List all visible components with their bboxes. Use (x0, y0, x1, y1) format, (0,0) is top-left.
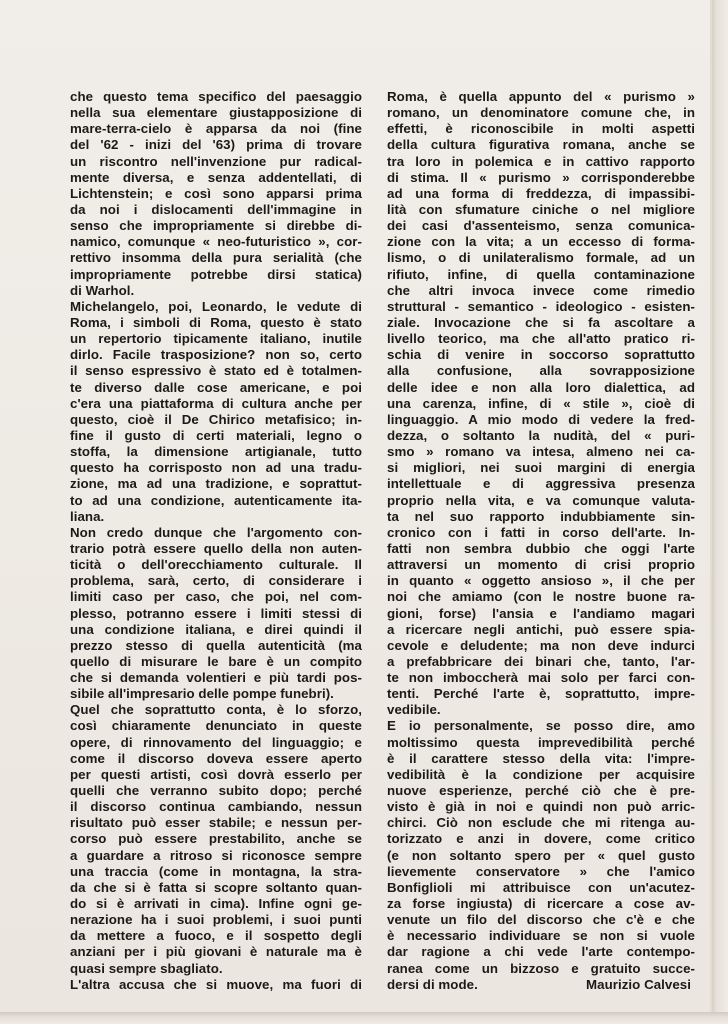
text-line: un riscontro nell'invenzione pur radical- (70, 153, 362, 169)
text-line: lità con sfumature ciniche o nel migliore (387, 201, 695, 217)
text-line: tra loro in polemica e in cattivo rapporto (387, 153, 695, 169)
text-line: fine il gusto di certi materiali, legno o (70, 427, 362, 443)
text-line: che questo tema specifico del paesaggio (70, 89, 362, 104)
text-line: a prefabbricare dei binari che, tanto, l'ar- (387, 653, 695, 669)
text-line: linguaggio. A mio modo di vedere la fred- (387, 411, 695, 427)
text-line: ranea come un bizzoso e gratuito succe- (387, 960, 695, 976)
text-line: quelli che verranno subito dopo; perché (70, 783, 362, 799)
text-line: impropriamente potrebbe dirsi statica) (70, 266, 362, 282)
text-line: che si demanda volentieri e più tardi pos- (70, 670, 362, 686)
text-line: te non imboccherà mai solo per farci con- (387, 670, 695, 686)
text-line: lievemente conservatore » che l'amico (387, 863, 695, 879)
text-line: ticità o dell'orecchiamento culturale. Il (70, 557, 362, 573)
left-column (70, 89, 362, 993)
text-line: effetti, è riconoscibile in molti aspetti (387, 121, 695, 137)
closing-line-with-signature (387, 977, 695, 993)
text-line: è necessario individuare se non si vuole (387, 928, 695, 944)
text-line: nuove esperienze, perché ciò che è pre- (387, 783, 695, 799)
text-line: per questi artisti, così dovrà esserlo per (70, 766, 362, 782)
text-line: limiti caso per caso, che poi, nel com- (70, 589, 362, 605)
text-line: dar ragione a chi vede l'arte contempo- (387, 944, 695, 960)
text-line: stoffa, la dimensione artigianale, tutto (70, 444, 362, 460)
text-line: fatti non sembra dubbio che oggi l'arte (387, 540, 695, 556)
text-line: sibile all'impresario delle pompe funebri). (70, 686, 334, 702)
text-line: mare-terra-cielo è apparsa da noi (fine (70, 121, 362, 137)
text-line: do si è arrivati in cima). Infine ogni ge- (70, 896, 362, 912)
text-line: liana. (70, 508, 105, 524)
text-line: quasi sempre sbagliato. (70, 960, 223, 976)
text-line: struttural - semantico - ideologico - esisten- (387, 298, 695, 314)
text-line: romano, un denominatore comune che, in (387, 105, 695, 121)
text-line: quello di misurare le bare è un compito (70, 653, 362, 669)
text-line: proprio nella vita, e va comunque valuta- (387, 492, 695, 508)
text-line: cevole e deludente; ma non deve indurci (387, 637, 695, 653)
text-line: dirlo. Facile trasposizione? non so, certo (70, 347, 362, 363)
text-line: prezzo stesso di quella autenticità (ma (70, 637, 362, 653)
text-line: da mettere a fuoco, e il sospetto degli (70, 928, 362, 944)
text-line: a ricercare negli antichi, può essere spia- (387, 621, 695, 637)
text-line: Quel che soprattutto conta, è lo sforzo, (70, 702, 362, 718)
text-line: ta nel suo rapporto indubbiamente sin- (387, 508, 695, 524)
text-line: za forse ingiusta) di ricercare a cose av- (387, 896, 695, 912)
text-line: mente diversa, e senza addentellati, di (70, 169, 362, 185)
text-line: nerazione ha i suoi problemi, i suoi punti (70, 912, 362, 928)
author-signature: Maurizio Calvesi (586, 976, 691, 992)
text-line: to ad una condizione, autenticamente ita- (70, 492, 362, 508)
text-line: opere, di rinnovamento del linguaggio; e (70, 734, 362, 750)
text-line: attraversi un momento di crisi proprio (387, 557, 695, 573)
text-line: gioni, forse) l'ansia e l'andiamo magari (387, 605, 695, 621)
text-line: te diverso dalle cose americane, e poi (70, 379, 362, 395)
text-line: come il discorso doveva essere aperto (70, 750, 362, 766)
text-line: in quanto « oggetto ansioso », il che per (387, 573, 695, 589)
text-line: nella sua elementare giustapposizione di (70, 105, 362, 121)
text-line: anziani per i più giovani è naturale ma è (70, 944, 362, 960)
right-column (387, 89, 695, 993)
closing-text: dersi di mode. (387, 976, 478, 992)
text-line: risultato può esser stabile; e nessun per- (70, 815, 362, 831)
text-line: senso che impropriamente si direbbe di- (70, 218, 362, 234)
text-line: chirci. Ciò non esclude che mi ritenga au- (387, 815, 695, 831)
text-line: c'era una piattaforma di cultura anche per (70, 395, 362, 411)
text-line: vedibile. (387, 702, 441, 718)
text-line: alla confusione, alla sovrapposizione (387, 363, 695, 379)
text-line: Lichtenstein; e così sono apparsi prima (70, 185, 362, 201)
text-line: della cultura figurativa romana, anche se (387, 137, 695, 153)
text-line: da noi i dislocamenti dell'immagine in (70, 201, 362, 217)
text-line: smo » romano va intesa, almeno nei ca- (387, 444, 695, 460)
text-line: Roma, è quella appunto del « purismo » (387, 89, 695, 104)
text-line: di stima. Il « purismo » corrisponderebbe (387, 169, 695, 185)
text-line: problema, sarà, certo, di considerare i (70, 573, 362, 589)
text-line: il senso espressivo è stato ed è totalmen- (70, 363, 362, 379)
text-line: è il carattere stesso della vita: l'impre- (387, 750, 695, 766)
text-line: vedibilità è la condizione per acquisire (387, 766, 695, 782)
text-line: zione con la vita; a un eccesso di forma- (387, 234, 695, 250)
text-line: del '62 - inizi del '63) prima di trovare (70, 137, 362, 153)
text-line: intellettuale e di aggressiva presenza (387, 476, 695, 492)
text-line: Michelangelo, poi, Leonardo, le vedute di (70, 298, 362, 314)
text-line: una carenza, infine, di « stile », cioè di (387, 395, 695, 411)
text-line: lismo, o di unilateralismo formale, ad un (387, 250, 695, 266)
text-line: questo, cioè il De Chirico metafisico; in- (70, 411, 362, 427)
text-line: livello teorico, ma che all'atto pratico ri- (387, 331, 695, 347)
text-line: delle idee e non alla loro dialettica, ad (387, 379, 695, 395)
text-line: E io personalmente, se posso dire, amo (387, 718, 695, 734)
text-line: ziale. Invocazione che si fa ascoltare a (387, 314, 695, 330)
text-line: si migliori, nei suoi margini di energia (387, 460, 695, 476)
text-line: tenti. Perché l'arte è, soprattutto, impre- (387, 686, 695, 702)
text-line: il discorso continua cambiando, nessun (70, 799, 362, 815)
text-line: cronico con i fatti in corso dell'arte. In- (387, 524, 695, 540)
text-line: Non credo dunque che l'argomento con- (70, 524, 362, 540)
text-line: namico, comunque « neo-futuristico », cor- (70, 234, 362, 250)
text-line: zione, ma ad una tradizione, e soprattut- (70, 476, 362, 492)
text-line: a guardare a ritroso si riconosce sempre (70, 847, 362, 863)
text-line: una condizione italiana, e direi quindi il (70, 621, 362, 637)
text-line: da che si è fatta si scopre soltanto quan- (70, 879, 362, 895)
text-line: un repertorio tipicamente italiano, inutile (70, 331, 362, 347)
text-line: una traccia (come in montagna, la stra- (70, 863, 362, 879)
text-line: che altri invoca invece come rimedio (387, 282, 695, 298)
text-line: corso può essere prestabilito, anche se (70, 831, 362, 847)
text-line: così chiaramente denunciato in queste (70, 718, 362, 734)
text-line: visto è già in noi e quindi non può arric- (387, 799, 695, 815)
text-line: rettivo insomma della pura serialità (che (70, 250, 362, 266)
text-line: plesso, potranno essere i limiti stessi di (70, 605, 362, 621)
text-line: Bonfiglioli mi attribuisce con un'acutez- (387, 879, 695, 895)
text-line: venute un filo del discorso che c'è e che (387, 912, 695, 928)
page-edge-bottom (0, 1012, 728, 1024)
text-line: schia di venire in soccorso soprattutto (387, 347, 695, 363)
text-line: trario potrà essere quello della non auten- (70, 540, 362, 556)
text-line: dei casi d'assenteismo, senza comunica- (387, 218, 695, 234)
text-line: rifiuto, infine, di quella contaminazione (387, 266, 695, 282)
text-line: dezza, o soltanto la nudità, del « puri- (387, 427, 695, 443)
page-edge-right (712, 0, 728, 1024)
text-line: ad una forma di freddezza, di impassibi- (387, 185, 695, 201)
text-line: moltissimo questa imprevedibilità perché (387, 734, 695, 750)
text-line: di Warhol. (70, 282, 135, 298)
text-line: (e non soltanto spero per « quel gusto (387, 847, 695, 863)
text-line: questo ha corrisposto non ad una tradu- (70, 460, 362, 476)
text-line: torizzato e anzi in dovere, come critico (387, 831, 695, 847)
text-line: Roma, i simboli di Roma, questo è stato (70, 314, 362, 330)
text-line: L'altra accusa che si muove, ma fuori di (70, 976, 362, 992)
text-line: noi che amiamo (con le nostre buone ra- (387, 589, 695, 605)
